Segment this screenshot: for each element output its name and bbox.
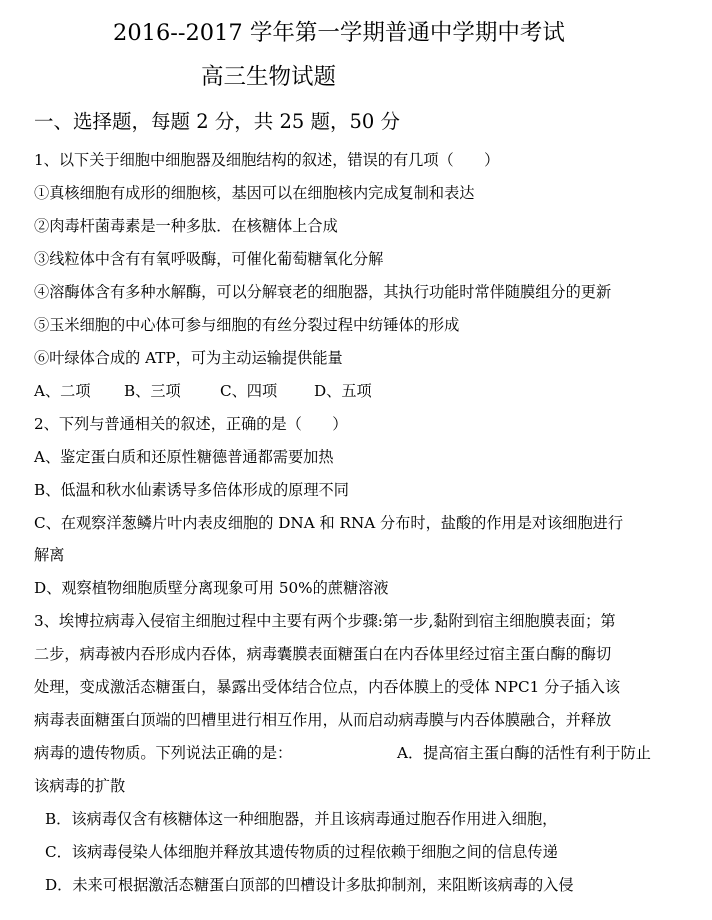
question-1-stem: 1、以下关于细胞中细胞器及细胞结构的叙述，错误的有几项（ ） xyxy=(34,151,500,169)
option-a: A、二项 xyxy=(34,382,91,400)
question-3-option-b: B．该病毒仅含有核糖体这一种细胞器，并且该病毒通过胞吞作用进入细胞， xyxy=(45,810,558,828)
section-heading: 一、选择题，每题 2 分，共 25 题，50 分 xyxy=(34,110,401,133)
question-2-option: B、低温和秋水仙素诱导多倍体形成的原理不同 xyxy=(34,481,349,499)
question-1-item: ②肉毒杆菌毒素是一种多肽．在核糖体上合成 xyxy=(34,217,338,235)
option-b: B、三项 xyxy=(124,382,181,400)
question-3-text: 二步，病毒被内吞形成内吞体，病毒囊膜表面糖蛋白在内吞体里经过宿主蛋白酶的酶切 xyxy=(34,645,612,663)
question-1-item: ③线粒体中含有有氧呼吸酶，可催化葡萄糖氧化分解 xyxy=(34,250,384,268)
question-1-item: ④溶酶体含有多种水解酶，可以分解衰老的细胞器，其执行功能时常伴随膜组分的更新 xyxy=(34,283,612,301)
question-3-text: 处理，变成激活态糖蛋白，暴露出受体结合位点，内吞体膜上的受体 NPC1 分子插入该 xyxy=(34,678,621,696)
question-2-option: D、观察植物细胞质壁分离现象可用 50%的蔗糖溶液 xyxy=(34,579,389,597)
question-3-option-d: D．未来可根据激活态糖蛋白顶部的凹槽设计多肽抑制剂，来阻断该病毒的入侵 xyxy=(45,876,574,894)
question-2-option: C、在观察洋葱鳞片叶内表皮细胞的 DNA 和 RNA 分布时，盐酸的作用是对该细胞进行 xyxy=(34,514,624,532)
exam-subtitle: 高三生物试题 xyxy=(201,64,337,90)
question-3-option-a: A．提高宿主蛋白酶的活性有利于防止 xyxy=(397,744,651,762)
question-2-option-continued: 解离 xyxy=(34,546,65,564)
exam-title: 2016--2017 学年第一学期普通中学期中考试 xyxy=(113,20,565,46)
question-2-stem: 2、下列与普通相关的叙述，正确的是（ ） xyxy=(34,415,348,433)
question-1-item: ①真核细胞有成形的细胞核，基因可以在细胞核内完成复制和表达 xyxy=(34,184,475,202)
option-c: C、四项 xyxy=(220,382,278,400)
question-3-text: 该病毒的扩散 xyxy=(34,777,126,795)
question-1-options xyxy=(34,381,372,401)
question-3-text: 3、埃博拉病毒入侵宿主细胞过程中主要有两个步骤:第一步,黏附到宿主细胞膜表面；第 xyxy=(34,612,616,630)
question-1-item: ⑥叶绿体合成的 ATP，可为主动运输提供能量 xyxy=(34,349,343,367)
question-3-option-c: C．该病毒侵染人体细胞并释放其遗传物质的过程依赖于细胞之间的信息传递 xyxy=(45,843,558,861)
question-1-item: ⑤玉米细胞的中心体可参与细胞的有丝分裂过程中纺锤体的形成 xyxy=(34,316,460,334)
question-3-text: 病毒的遗传物质。下列说法正确的是： xyxy=(34,744,293,762)
question-2-option: A、鉴定蛋白质和还原性糖德普通都需要加热 xyxy=(34,448,334,466)
option-d: D、五项 xyxy=(314,382,372,400)
question-3-text: 病毒表面糖蛋白顶端的凹槽里进行相互作用，从而启动病毒膜与内吞体膜融合，并释放 xyxy=(34,711,612,729)
